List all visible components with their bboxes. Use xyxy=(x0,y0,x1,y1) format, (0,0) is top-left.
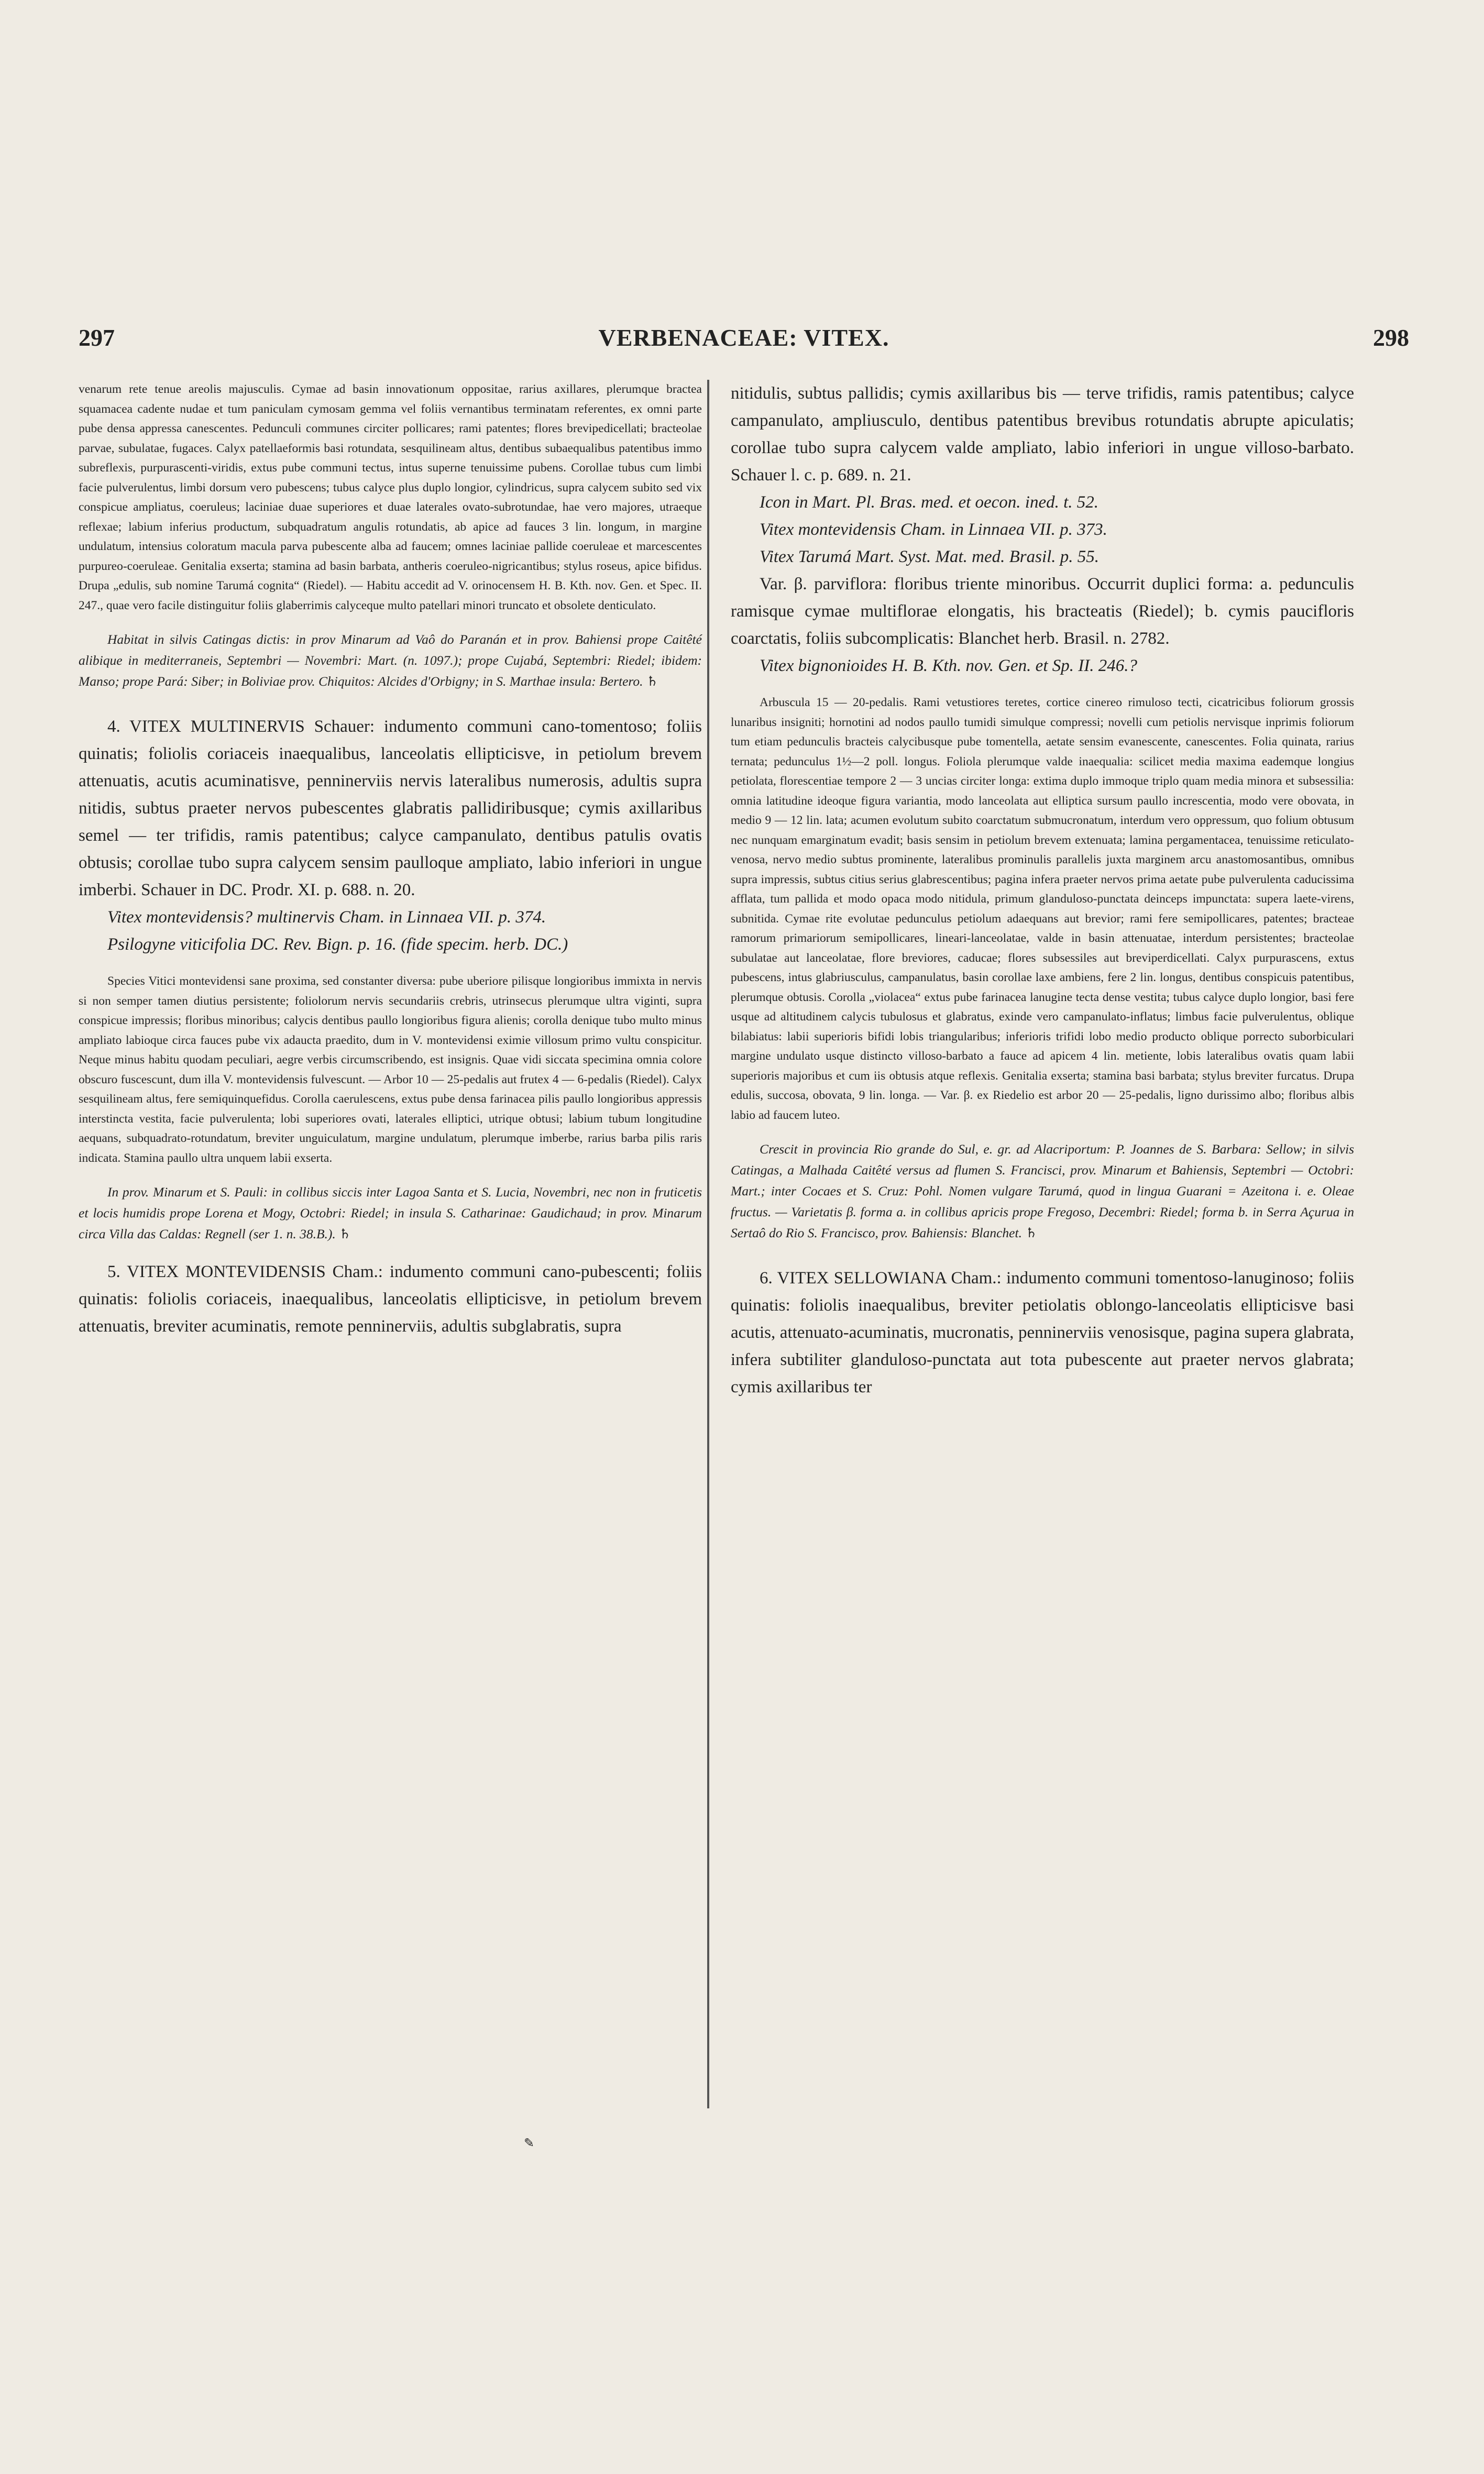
left-column xyxy=(79,380,702,1340)
diagnosis-continuation: nitidulis, subtus pallidis; cymis axillaribus bis — terve trifidis, ramis patentibus; calyce campanulato, ampliusculo, dentibus patentibus brevibus rotundatis abrupte apiculatis; corollae tubo supra calycem valde ampliato, labio inferiori in ungue villoso-barbato. Schauer l. c. p. 689. n. 21. xyxy=(731,384,1354,485)
species-heading-montevidensis: 5. VITEX MONTEVIDENSIS Cham.: indumento communi cano-pubescenti; foliis quinatis: foliolis coriaceis, inaequalibus, lanceolatis ellipticisve, in petiolum brevem attenuatis, breviter acuminatis, remote penninerviis, adultis subglabratis, supra xyxy=(79,1262,702,1336)
column-divider xyxy=(707,380,709,2108)
synonym-line: Icon in Mart. Pl. Bras. med. et oecon. ined. t. 52. xyxy=(760,493,1099,512)
right-column xyxy=(731,380,1354,1401)
synonym-line: Psilogyne viticifolia DC. Rev. Bign. p. 16. (fide specim. herb. DC.) xyxy=(107,935,568,954)
running-title: VERBENACEAE: VITEX. xyxy=(598,324,889,351)
page-number-right: 298 xyxy=(1373,324,1409,351)
habitat-paragraph: Crescit in provincia Rio grande do Sul, e. gr. ad Alacriportum: P. Joannes de S. Barbara: Sellow; in silvis Catingas, a Malhada Caitêté versus ad flumen S. Francisci, prov. Minarum et Bahiensis, Septembri — Octobri: Mart.; inter Cocaes et S. Cruz: Pohl. Nomen vulgare Tarumá, quod in lingua Guarani = Azeitona i. e. Oleae fructus. — Varietatis β. forma a. in collibus apricis prope Fregoso, Decembri: Riedel; forma b. in Serra Açurua in Sertaô do Rio S. Francisco, prov. Bahiensis: Blanchet. ♄ xyxy=(731,1141,1354,1240)
synonym-line: Vitex montevidensis Cham. in Linnaea VII. p. 373. xyxy=(760,520,1107,539)
variety-paragraph: Var. β. parviflora: floribus triente minoribus. Occurrit duplici forma: a. pedunculis ramisque cymae multiflorae elongatis, his bracteatis (Riedel); b. cymis paucifloris coarctatis, foliis subcomplicatis: Blanchet herb. Brasil. n. 2782. xyxy=(731,575,1354,648)
species-heading-multinervis: 4. VITEX MULTINERVIS Schauer: indumento communi cano-tomentoso; foliis quinatis; foliolis coriaceis inaequalibus, lanceolatis ellipticisve, in petiolum brevem attenuatis, acutis acuminatisve, penninerviis nervis lateralibus numerosis, adultis supra nitidis, subtus praeter nervos pubescentes glabratis pallidiribusque; cymis axillaribus semel — ter trifidis, ramis patentibus; calyce campanulato, dentibus patulis ovatis obtusis; corollae tubo supra calycem sensim paulloque ampliato, labio inferiori in ungue imberbi. Schauer in DC. Prodr. XI. p. 688. n. 20. xyxy=(79,717,702,899)
description-paragraph: Arbuscula 15 — 20-pedalis. Rami vetustiores teretes, cortice cinereo rimuloso tecti, cicatricibus foliorum grossis lunaribus insigniti; hornotini ad nodos paullo tumidi simulque compressi; novelli cum petiolis nervisque inprimis foliorum tum etiam pedunculis bracteis calycibusque pube tomentella, aetate sensim evanescente, canescentes. Folia quinata, rarius ternata; pedunculus 1½—2 poll. longus. Foliola plerumque valde inaequalia: scilicet media maxima eademque longius petiolata, florescentiae tempore 2 — 3 uncias circiter longa: extima duplo immoque triplo quam media minora et subsessilia: omnia latitudine ideoque figura variantia, modo lanceolata aut elliptica sursum paullo increscentia, modo vere obovata, in medio 9 — 12 lin. lata; acumen evolutum subito coarctatum submucronatum, interdum vero oppressum, quo folium obtusum nec nunquam emarginatum evadit; basis sensim in petiolum brevem extenuata; lamina pergamentacea, tenuissime reticulato-venosa, nervo medio subtus prominente, lateralibus prominulis parallelis juxta marginem arcu anastomosantibus, omnibus supra impressis, subtus citius serius glabrescentibus; pagina infera praeter nervos prima aetate pube pulverulenta caducissima afflata, tum pallida et modo opaca modo nitidula, primum glanduloso-punctata deinceps impunctata: supera laete-virens, subnitida. Cymae rite evolutae pedunculus petiolum adaequans aut brevior; rami fere semipollicares, patentes; bracteae ramorum primariorum semipollicares, lineari-lanceolatae, valde in basin attenuatae, interdum persistentes; bracteolae subulatae aut lanceolatae, flore breviores, caducae; flores subsessiles aut breviperdicellati. Calyx purpurascens, extus pubescens, intus glabriusculus, campanulatus, basin corollae laxe ambiens, fere 2 lin. longus, dentibus conspicuis patentibus, plerumque obtusis. Corolla „violacea“ extus pube farinacea lanugine tecta dense vestita; tubus calyce duplo longior, basi fere usque ad altitudinem calycis tubulosus et glabratus, exinde vero campanulato-inflatus; limbus facie pulverulentus, oblique bilabiatus: labii superioris bifidi lobis triangularibus; inferioris trifidi lobo medio producto oblique porrecto suborbiculari margine undulato usque distincto villoso-barbato a fauce ad apicem 4 lin. metiente, lobis lateralibus ovatis quam labii superioris majoribus et cum iis obtusis atque reflexis. Genitalia exserta; stamina basi barbata; stylus breviter furcatus. Drupa edulis, succosa, obovata, 9 lin. longa. — Var. β. ex Riedelio est arbor 20 — 25-pedalis, ligno durissimo albo; floribus albis labio ad faucem luteo. xyxy=(731,696,1354,1122)
description-paragraph: venarum rete tenue areolis majusculis. Cymae ad basin innovationum oppositae, rarius axillares, plerumque bractea squamacea cadente nudae et tum paniculam cymosam gemma vel foliis vernantibus terminatam referentes, ex omni parte pube densa appressa canescentes. Pedunculi communes circiter pollicares; rami patentes; flores brevipedicellati; bracteolae parvae, subulatae, fugaces. Calyx patellaeformis basi rotundata, sesquilineam altus, dentibus subaequalibus patentibus immo subreflexis, purpurascenti-viridis, extus pube communi tectus, intus superne tenuissime pubens. Corollae tubus cum limbi facie pulverulentus, limbi dorsum vero pubescens; tubus calyce plus duplo longior, cylindricus, supra calycem subito sed vix conspicue ampliatus, coeruleus; laciniae duae superiores et duae laterales ovato-subrotundae, hae vero majores, utraeque reflexae; labium inferius productum, subquadratum angulis rotundatis, ab apice ad fauces 3 lin. longum, in margine undulatum, intensius coloratum macula parva pubescente alba ad faucem; omnes laciniae pallide coeruleae et marcescentes purpureo-coeruleae. Genitalia exserta; stamina ad basin barbata, antheris coeruleo-nigricantibus; stylus roseus, apice bifidus. Drupa „edulis, sub nomine Tarumá cognita“ (Riedel). — Habitu accedit ad V. orinocensem H. B. Kth. nov. Gen. et Spec. II. 247., quae vero facile distinguitur foliis glaberrimis calyceque multo patellari minori truncato et obsolete denticulato. xyxy=(79,382,702,612)
synonym-line: Vitex Tarumá Mart. Syst. Mat. med. Brasil. p. 55. xyxy=(760,547,1100,566)
page-number-left: 297 xyxy=(79,324,115,351)
running-header xyxy=(79,324,1409,366)
habitat-paragraph: In prov. Minarum et S. Pauli: in collibus siccis inter Lagoa Santa et S. Lucia, Novembri, nec non in fruticetis et locis humidis prope Lorena et Mogy, Octobri: Riedel; in insula S. Catharinae: Gaudichaud; in prov. Minarum circa Villa das Caldas: Regnell (ser 1. n. 38.B.). ♄ xyxy=(79,1184,702,1241)
habitat-paragraph: Habitat in silvis Catingas dictis: in prov Minarum ad Vaô do Paranán et in prov. Bahiensi prope Caitêté alibique in mediterraneis, Septembri — Novembri: Mart. (n. 1097.); prope Cujabá, Septembri: Riedel; ibidem: Manso; prope Pará: Siber; in Boliviae prov. Chiquitos: Alcides d'Orbigny; in S. Marthae insula: Bertero. ♄ xyxy=(79,632,702,689)
synonym-line: Vitex montevidensis? multinervis Cham. in Linnaea VII. p. 374. xyxy=(107,908,546,927)
description-paragraph: Species Vitici montevidensi sane proxima, sed constanter diversa: pube uberiore pilisque longioribus immixta in nervis si non semper tamen diutius persistente; foliolorum nervis secundariis crebris, utrinsecus plerumque ultra viginti, supra conspicue impressis; floribus minoribus; calycis dentibus paullo longioribus figura alienis; corolla denique tubo multo minus ampliato labioque circa fauces pube vix adaucta praedito, dum in V. montevidensi eximie villosum primo vultu conspicitur. Neque minus habitu quodam peculiari, aegre verbis circumscribendo, est insignis. Quae vidi siccata specimina omnia colore obscuro fuscescunt, dum illa V. montevidensis fulvescunt. — Arbor 10 — 25-pedalis aut frutex 4 — 6-pedalis (Riedel). Calyx sesquilineam altus, fere semiquinquefidus. Corolla caerulescens, extus pube densa farinacea pilis paullo longioribus appressis interstincta vestita, facie pulverulenta; lobi superiores ovati, laterales elliptici, utrique obtusi; labium tubum longitudine aequans, subquadrato-rotundatum, breviter unguiculatum, margine undulatum, plerumque imberbe, rarius barba pilis raris indicata. Stamina paullo ultra unquem labii exserta. xyxy=(79,974,702,1165)
species-heading-sellowiana: 6. VITEX SELLOWIANA Cham.: indumento communi tomentoso-lanuginoso; foliis quinatis: foliolis inaequalibus, breviter petiolatis oblongo-lanceolatis ellipticisve basi acutis, attenuato-acuminatis, mucronatis, penninerviis venosisque, pagina supera glabrata, infera subtiliter glanduloso-punctata aut tota pubescente aut praeter nervos glabrata; cymis axillaribus ter xyxy=(731,1269,1354,1397)
synonym-line: Vitex bignonioides H. B. Kth. nov. Gen. et Sp. II. 246.? xyxy=(760,656,1137,675)
printer-mark: ✎ xyxy=(524,2137,535,2150)
